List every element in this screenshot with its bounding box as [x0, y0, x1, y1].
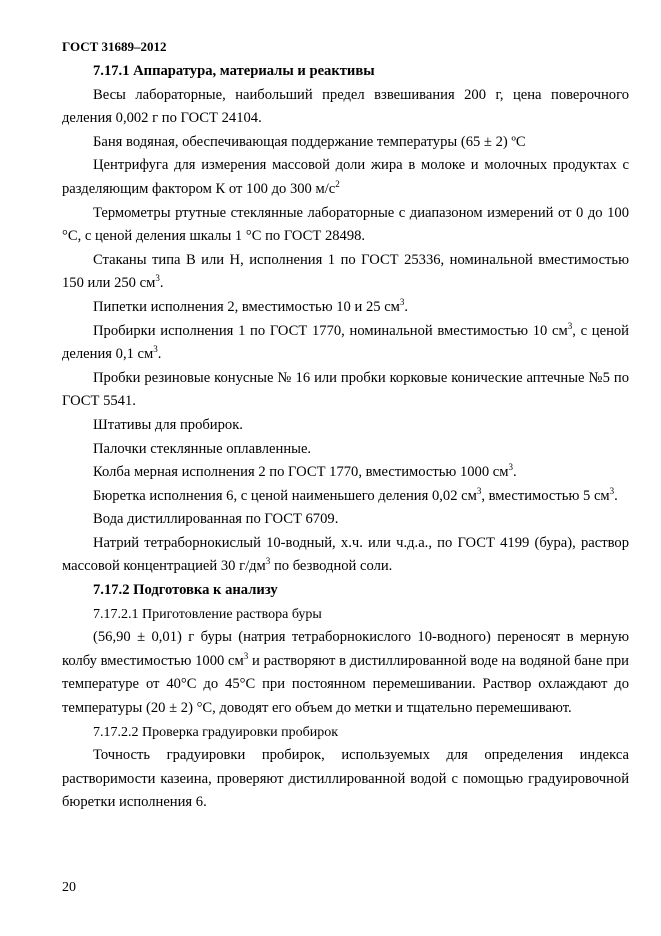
paragraph: Весы лабораторные, наибольший предел взвешивания 200 г, цена поверочного деления 0,002 г по ГОСТ 24104.	[62, 86, 629, 127]
paragraph: Точность градуировки пробирок, используемых для определения индекса растворимости казеина, проверяют дистиллированной водой с помощью градуировочной бюретки исполнения 6.	[62, 747, 629, 811]
document-header: ГОСТ 31689–2012	[62, 39, 167, 54]
document-body	[62, 60, 629, 815]
paragraph: Бюретка исполнения 6, с ценой наименьшего деления 0,02 $см^3$, вместимостью 5 $см^3$.	[93, 485, 618, 504]
paragraph: Штативы для пробирок.	[93, 416, 243, 433]
paragraph: Термометры ртутные стеклянные лабораторные с диапазоном измерений от 0 до 100 °С, с ценой деления шкалы 1 °С по ГОСТ 28498.	[62, 204, 629, 245]
section-title-7-17-2: 7.17.2 Подготовка к анализу	[93, 582, 278, 599]
subsection-title-7-17-2-1: 7.17.2.1 Приготовление раствора буры	[93, 606, 322, 622]
paragraph: Колба мерная исполнения 2 по ГОСТ 1770, вместимостью 1000 $см^3$.	[93, 462, 517, 481]
paragraph: Палочки стеклянные оплавленные.	[93, 440, 312, 457]
paragraph: (56,90 ± 0,01) г буры (натрия тетраборнокислого 10-водного) переносят в мерную колбу вместимостью 1000 $см^3$ и растворяют в дистиллированной воде на водяной бане при температуре от 40°С до 45°С при постоянном перемешивании. Раствор охлаждают до температуры (20 ± 2) °С, доводят его объем до метки и тщательно перемешивают.	[62, 629, 629, 717]
section-title-7-17-1: 7.17.1 Аппаратура, материалы и реактивы	[93, 63, 375, 79]
paragraph: Пипетки исполнения 2, вместимостью 10 и 25 $см^3$.	[93, 296, 409, 315]
paragraph: Пробки резиновые конусные № 16 или пробки корковые конические аптечные №5 по ГОСТ 5541.	[62, 369, 629, 410]
paragraph: Пробирки исполнения 1 по ГОСТ 1770, номинальной вместимостью 10 $см^3$, с ценой деления 0,1 $см^3$.	[62, 320, 629, 363]
paragraph: Вода дистиллированная по ГОСТ 6709.	[93, 511, 339, 528]
paragraph: Баня водяная, обеспечивающая поддержание температуры (65 ± 2) ºС	[93, 133, 526, 150]
subsection-title-7-17-2-2: 7.17.2.2 Проверка градуировки пробирок	[93, 724, 339, 740]
page-number: 20	[62, 880, 76, 895]
paragraph: Натрий тетраборнокислый 10-водный, х.ч. или ч.д.а., по ГОСТ 4199 (бура), раствор массовой концентрацией 30 $г/дм^3$ по безводной соли.	[62, 534, 629, 575]
paragraph: Стаканы типа В или Н, исполнения 1 по ГОСТ 25336, номинальной вместимостью 150 или 250 $см^3$.	[62, 251, 629, 292]
paragraph: Центрифуга для измерения массовой доли жира в молоке и молочных продуктах с разделяющим фактором К от 100 до 300 $м/с^2$	[62, 157, 629, 197]
